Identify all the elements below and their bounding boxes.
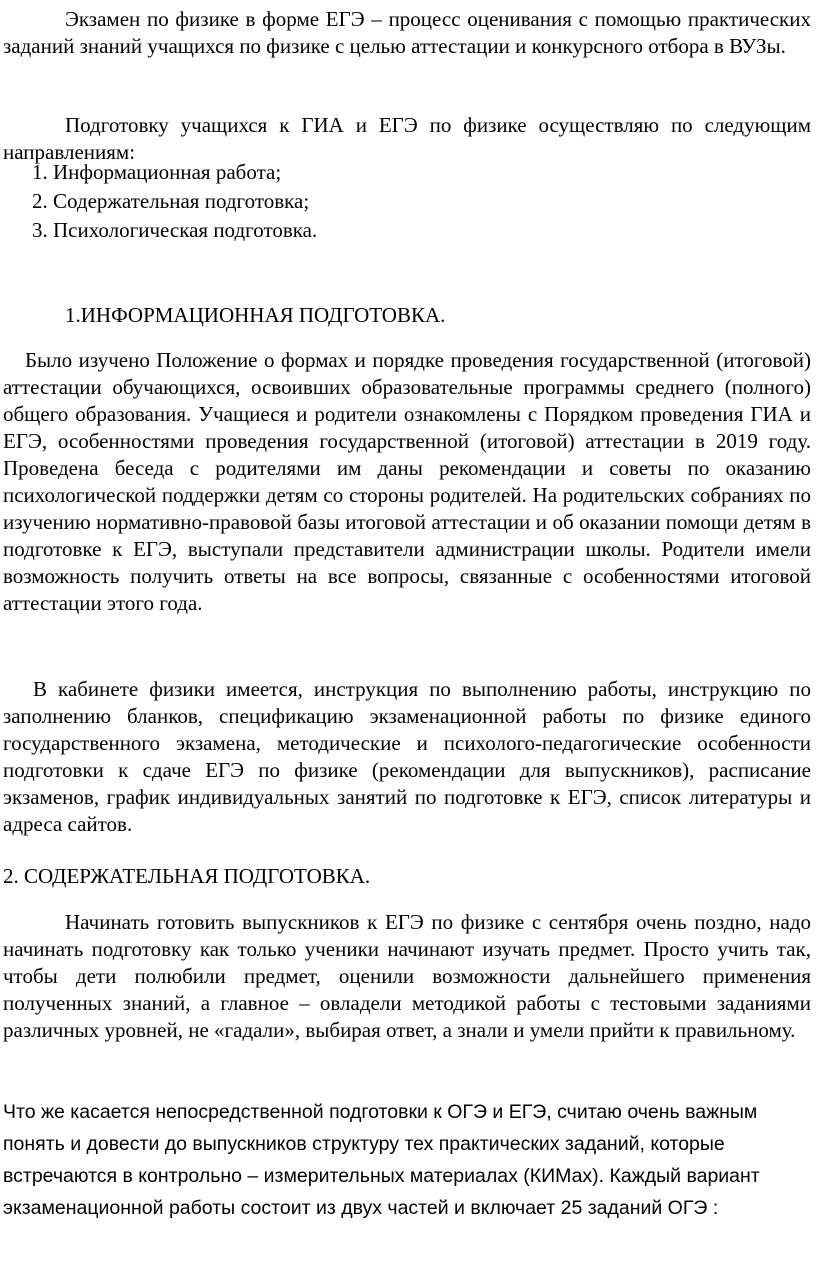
section-1-title: 1.ИНФОРМАЦИОННАЯ ПОДГОТОВКА. — [65, 303, 446, 327]
section-2-paragraph-1: Начинать готовить выпускников к ЕГЭ по физике с сентября очень поздно, надо начинать подготовку как только ученики начинают изучать предмет. Просто учить так, чтобы дети полюбили предмет, оценили возможности дальнейшего применения полученных знаний, а главное – овладели методикой работы с тестовыми заданиями различных уровней, не «гадали», выбирая ответ, а знали и умели прийти к правильному. — [3, 910, 811, 1042]
section-2-paragraph-2: Что же касается непосредственной подготовки к ОГЭ и ЕГЭ, считаю очень важным понять и довести до выпускников структуру тех практических заданий, которые встречаются в контрольно – измерительных материалах (КИМах). Каждый вариант экзаменационной работы состоит из двух частей и включает 25 заданий ОГЭ : — [3, 1101, 760, 1219]
directions-list — [32, 158, 317, 245]
section-1-paragraph-1: Было изучено Положение о формах и порядке проведения государственной (итоговой) аттестации обучающихся, освоивших образовательные программы среднего (полного) общего образования. Учащиеся и родители ознакомлены с Порядком проведения ГИА и ЕГЭ, особенностями проведения государственной (итоговой) аттестации в 2019 году. Проведена беседа с родителями им даны рекомендации и советы по оказанию психологической поддержки детям со стороны родителей. На родительских собраниях по изучению нормативно-правовой базы итоговой аттестации и об оказании помощи детям в подготовке к ЕГЭ, выступали представители администрации школы. Родители имели возможность получить ответы на все вопросы, связанные с особенностями итоговой аттестации этого года. — [3, 348, 811, 615]
list-item: 3. Психологическая подготовка. — [32, 218, 318, 242]
section-1-paragraph-2: В кабинете физики имеется, инструкция по выполнению работы, инструкцию по заполнению бланков, спецификацию экзаменационной работы по физике единого государственного экзамена, методические и психолого-педагогические особенности подготовки к сдаче ЕГЭ по физике (рекомендации для выпускников), расписание экзаменов, график индивидуальных занятий по подготовке к ЕГЭ, список литературы и адреса сайтов. — [3, 677, 811, 836]
directions-intro-paragraph: Подготовку учащихся к ГИА и ЕГЭ по физике осуществляю по следующим направлениям: — [3, 113, 811, 164]
intro-paragraph: Экзамен по физике в форме ЕГЭ – процесс оценивания с помощью практических заданий знаний учащихся по физике с целью аттестации и конкурсного отбора в ВУЗы. — [3, 7, 811, 58]
list-item: 2. Содержательная подготовка; — [32, 189, 310, 213]
list-item: 1. Информационная работа; — [32, 160, 282, 184]
section-2-title: 2. СОДЕРЖАТЕЛЬНАЯ ПОДГОТОВКА. — [3, 864, 371, 888]
